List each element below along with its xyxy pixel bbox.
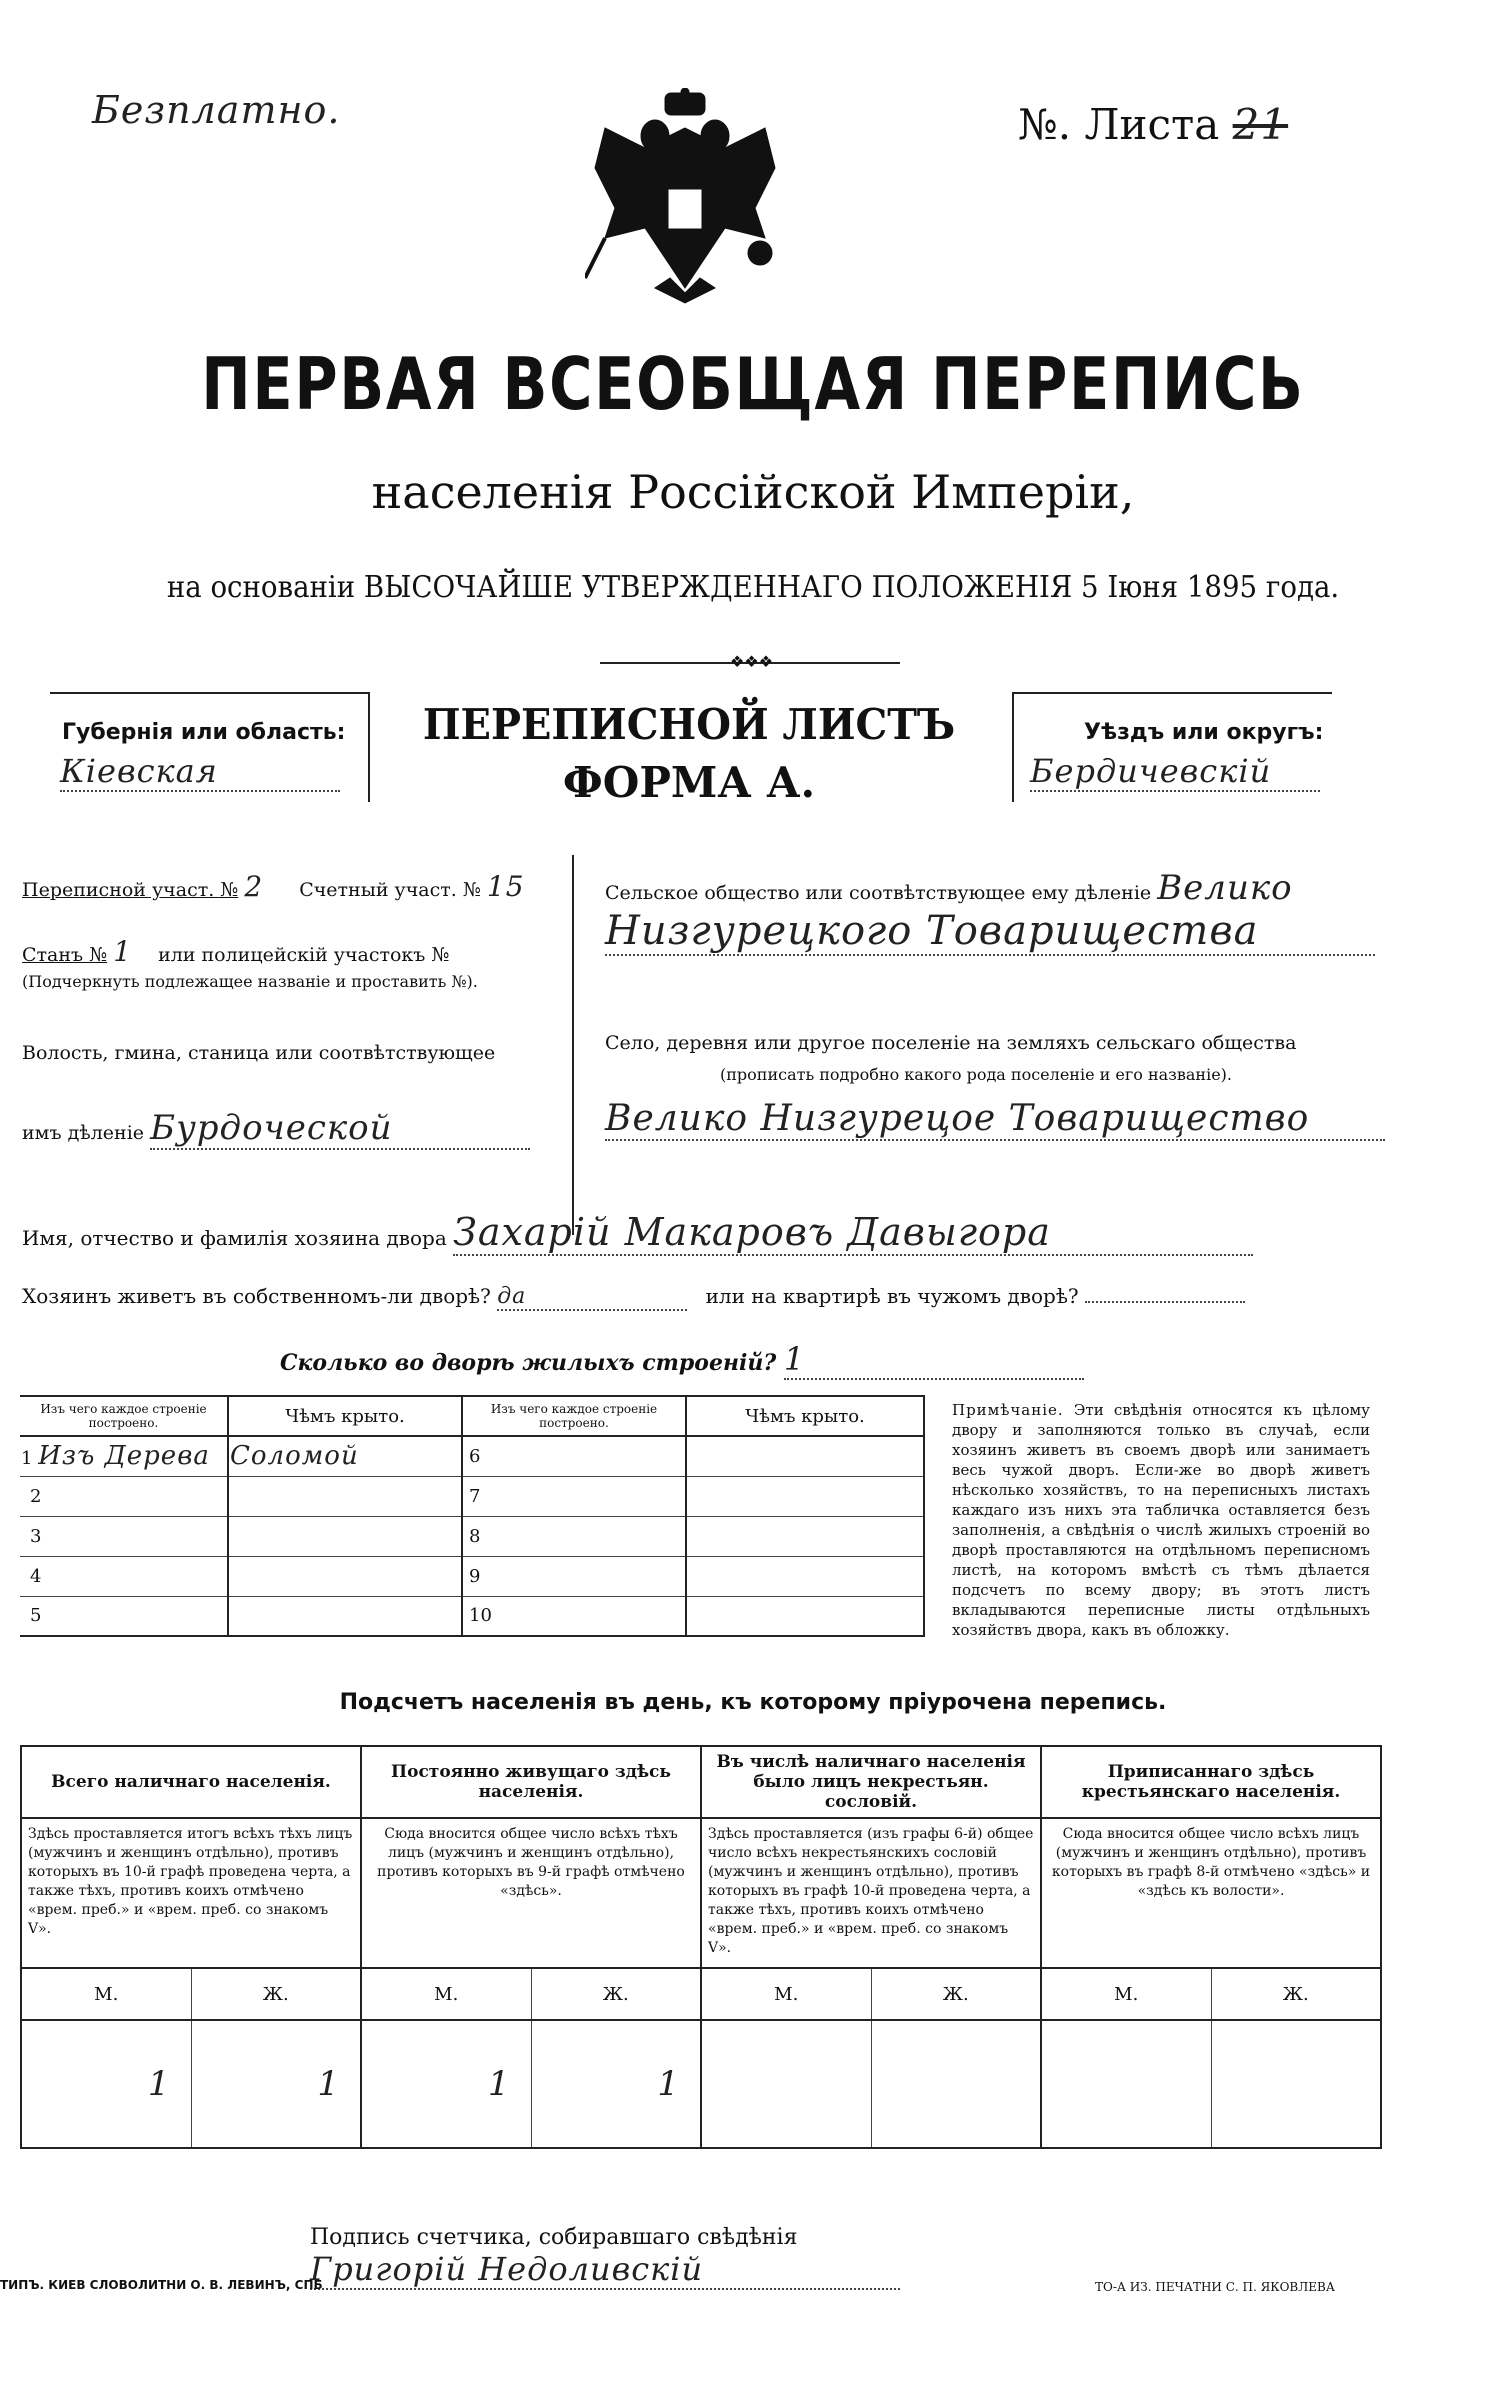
lives-value: да	[497, 1284, 687, 1311]
table-row	[20, 1556, 924, 1596]
summary-table	[20, 1745, 1382, 2149]
page-subtitle: населенія Россійской Имперіи,	[371, 465, 1135, 519]
roof-cell	[228, 1476, 462, 1516]
buildings-label: Сколько во дворѣ жилыхъ строеній?	[280, 1350, 777, 1376]
column-divider	[572, 855, 574, 1235]
lives-line	[22, 1284, 1322, 1311]
district-line	[22, 870, 562, 903]
village-label: Село, деревня или другое поселеніе на земляхъ сельскаго общества	[605, 1032, 1297, 1054]
imperial-eagle-emblem	[585, 88, 785, 313]
gubernia-box	[50, 692, 370, 802]
col-roof-header-2: Чѣмъ крыто.	[686, 1396, 924, 1436]
owner-name-label: Имя, отчество и фамилія хозяина двора	[22, 1226, 447, 1250]
summary-col-title: Всего наличнаго населенія.	[21, 1746, 361, 1818]
summary-col-title: Въ числѣ наличнаго населенія было лицъ некрестьян. сословій.	[701, 1746, 1041, 1818]
stan-note: (Подчеркнуть подлежащее названіе и проставить №).	[22, 972, 478, 991]
sheet-number-value: 21	[1232, 100, 1289, 149]
volost-label: Волость, гмина, станица или соотвѣтствующее	[22, 1042, 496, 1064]
count-district-value: 15	[486, 870, 525, 903]
roof-cell	[686, 1436, 924, 1476]
table-row	[20, 1516, 924, 1556]
row-number: 10	[462, 1596, 686, 1636]
society-label: Сельское общество или соотвѣтствующее ему дѣленіе	[605, 882, 1152, 904]
table-row	[20, 1436, 924, 1476]
material-cell: Изъ Дерева	[38, 1441, 210, 1472]
uezd-box	[1012, 692, 1332, 802]
summary-heading: Подсчетъ населенія въ день, къ которому пріурочена перепись.	[339, 1690, 1167, 1715]
buildings-value: 1	[784, 1340, 1084, 1380]
buildings-table	[20, 1395, 925, 1637]
f-value: 1	[531, 2020, 701, 2148]
divider-ornament	[600, 652, 900, 671]
sheet-number-label: №. Листа	[1018, 100, 1220, 149]
roof-cell	[686, 1596, 924, 1636]
summary-col-title: Приписаннаго здѣсь крестьянскаго населенія.	[1081, 1762, 1341, 1802]
stan-label: Станъ №	[22, 944, 108, 966]
volost-value: Бурдоческой	[150, 1108, 530, 1150]
summary-col-desc: Сюда вносится общее число всѣхъ лицъ (мужчинъ и женщинъ отдѣльно), противъ которыхъ въ графѣ 8-й отмѣчено «здѣсь» и «здѣсь къ волости».	[1051, 1826, 1371, 1899]
m-header: М.	[21, 1968, 191, 2020]
f-header: Ж.	[191, 1968, 361, 2020]
roof-cell	[228, 1596, 462, 1636]
roof-cell	[228, 1516, 462, 1556]
row-number: 5	[20, 1596, 228, 1636]
f-value: 1	[191, 2020, 361, 2148]
form-title: ФОРМА А.	[562, 758, 816, 807]
summary-col-desc: Здѣсь проставляется (изъ графы 6-й) общее число всѣхъ некрестьянскихъ сословій (мужчинъ и женщинъ отдѣльно), противъ которыхъ въ графѣ 10-й проведена черта, а также тѣхъ, противъ коихъ отмѣчено «врем. преб.» и «врем. преб. со знакомъ V».	[701, 1818, 1041, 1968]
village-value: Велико Низгурецое Товарищество	[605, 1098, 1385, 1141]
society-line	[605, 868, 1485, 908]
census-district-value: 2	[244, 870, 264, 903]
owner-name-value: Захарій Макаровъ Давыгора	[453, 1210, 1253, 1256]
volost-line	[22, 1108, 562, 1150]
row-number: 8	[462, 1516, 686, 1556]
table-row	[20, 1596, 924, 1636]
m-header: М.	[1041, 1968, 1211, 2020]
row-number: 9	[462, 1556, 686, 1596]
m-header: М.	[361, 1968, 531, 2020]
owner-line	[22, 1210, 1322, 1256]
roof-cell	[686, 1516, 924, 1556]
f-header: Ж.	[871, 1968, 1041, 2020]
roof-cell: Соломой	[228, 1436, 462, 1476]
sheet-number	[1018, 100, 1288, 149]
lives-label: Хозяинъ живетъ въ собственномъ-ли дворѣ?	[22, 1284, 491, 1308]
uezd-label: Уѣздъ или округъ:	[1084, 720, 1324, 745]
row-number: 4	[20, 1556, 228, 1596]
sheet-title: ПЕРЕПИСНОЙ ЛИСТЪ	[422, 700, 956, 749]
uezd-value: Бердичевскій	[1030, 752, 1320, 792]
summary-col-desc: Здѣсь проставляется итогъ всѣхъ тѣхъ лицъ (мужчинъ и женщинъ отдѣльно), противъ которыхъ въ 10-й графѣ проведена черта, а также тѣхъ, противъ коихъ отмѣчено «врем. преб.» и «врем. преб. со знакомъ V».	[21, 1818, 361, 1968]
note-block	[952, 1400, 1370, 1640]
police-label: или полицейскій участокъ №	[158, 944, 450, 966]
note-text: Эти свѣдѣнія относятся къ цѣлому двору и заполняются только въ случаѣ, если хозяинъ живетъ въ своемъ дворѣ или занимаетъ весь чужой дворъ. Если-же во дворѣ живетъ нѣсколько хозяйствъ, то на переписныхъ листахъ каждаго изъ нихъ эта табличка оставляется безъ заполненія, а свѣдѣнія о числѣ жилыхъ строеній во дворѣ проставляются на отдѣльномъ переписномъ листѣ, на которомъ вмѣстѣ съ тѣмъ дѣлается подсчетъ по всему двору; въ этотъ листъ вкладываются переписные листы отдѣльныхъ хозяйствъ двора, какъ въ обложку.	[952, 1401, 1370, 1639]
row-number: 7	[462, 1476, 686, 1516]
row-number: 2	[20, 1476, 228, 1516]
printer-left: ТИПЪ. КИЕВ СЛОВОЛИТНИ О. В. ЛЕВИНЪ, СПБ	[0, 2278, 323, 2292]
m-value	[1041, 2020, 1211, 2148]
society-value-2: Низгурецкого Товарищества	[605, 908, 1375, 956]
col-roof-header: Чѣмъ крыто.	[228, 1396, 462, 1436]
page-basis: на основаніи ВЫСОЧАЙШЕ УТВЕРЖДЕННАГО ПОЛОЖЕНІЯ 5 Іюня 1895 года.	[166, 570, 1340, 605]
col-material-header: Изъ чего каждое строеніе построено.	[20, 1396, 228, 1436]
census-district-label: Переписной участ. №	[22, 879, 239, 901]
row-number: 6	[462, 1436, 686, 1476]
roof-cell	[686, 1556, 924, 1596]
stan-value: 1	[113, 935, 133, 968]
printer-right: ТО-А ИЗ. ПЕЧАТНИ С. П. ЯКОВЛЕВА	[1095, 2280, 1335, 2294]
page-title: ПЕРВАЯ ВСЕОБЩАЯ ПЕРЕПИСЬ	[201, 342, 1305, 426]
volost-label-2: имъ дѣленіе	[22, 1122, 145, 1144]
roof-cell	[228, 1556, 462, 1596]
f-value	[871, 2020, 1041, 2148]
m-header: М.	[701, 1968, 871, 2020]
or-label: или на квартирѣ въ чужомъ дворѣ?	[705, 1284, 1079, 1308]
summary-col-title: Постоянно живущаго здѣсь населенія.	[361, 1746, 701, 1818]
signature-label: Подпись счетчика, собиравшаго свѣдѣнія	[310, 2225, 798, 2250]
f-value	[1211, 2020, 1381, 2148]
f-header: Ж.	[1282, 1983, 1309, 2005]
col-material-header-2: Изъ чего каждое строеніе построено.	[462, 1396, 686, 1436]
society-value-1: Велико	[1157, 868, 1293, 908]
row-number: 1	[21, 1448, 33, 1470]
or-value-line	[1085, 1301, 1245, 1303]
table-row	[20, 1476, 924, 1516]
row-number: 3	[20, 1516, 228, 1556]
gubernia-value: Кіевская	[60, 752, 340, 792]
note-heading: Примѣчаніе.	[952, 1401, 1064, 1419]
ornament-icon: ❖❖❖	[730, 652, 774, 671]
buildings-line	[280, 1340, 1084, 1380]
stan-line	[22, 935, 562, 968]
f-header: Ж.	[531, 1968, 701, 2020]
summary-col-desc: Сюда вносится общее число всѣхъ тѣхъ лицъ (мужчинъ и женщинъ отдѣльно), противъ которыхъ въ 9-й графѣ отмѣчено «здѣсь».	[361, 1818, 701, 1968]
m-value	[701, 2020, 871, 2148]
signature-value: Григорій Недоливскій	[310, 2250, 900, 2290]
m-value: 1	[21, 2020, 191, 2148]
roof-cell	[686, 1476, 924, 1516]
count-district-label: Счетный участ. №	[299, 879, 481, 901]
free-label: Безплатно.	[92, 88, 341, 132]
village-note: (прописать подробно какого рода поселеніе и его названіе).	[720, 1065, 1232, 1084]
m-value: 1	[361, 2020, 531, 2148]
gubernia-label: Губернія или область:	[62, 720, 346, 745]
